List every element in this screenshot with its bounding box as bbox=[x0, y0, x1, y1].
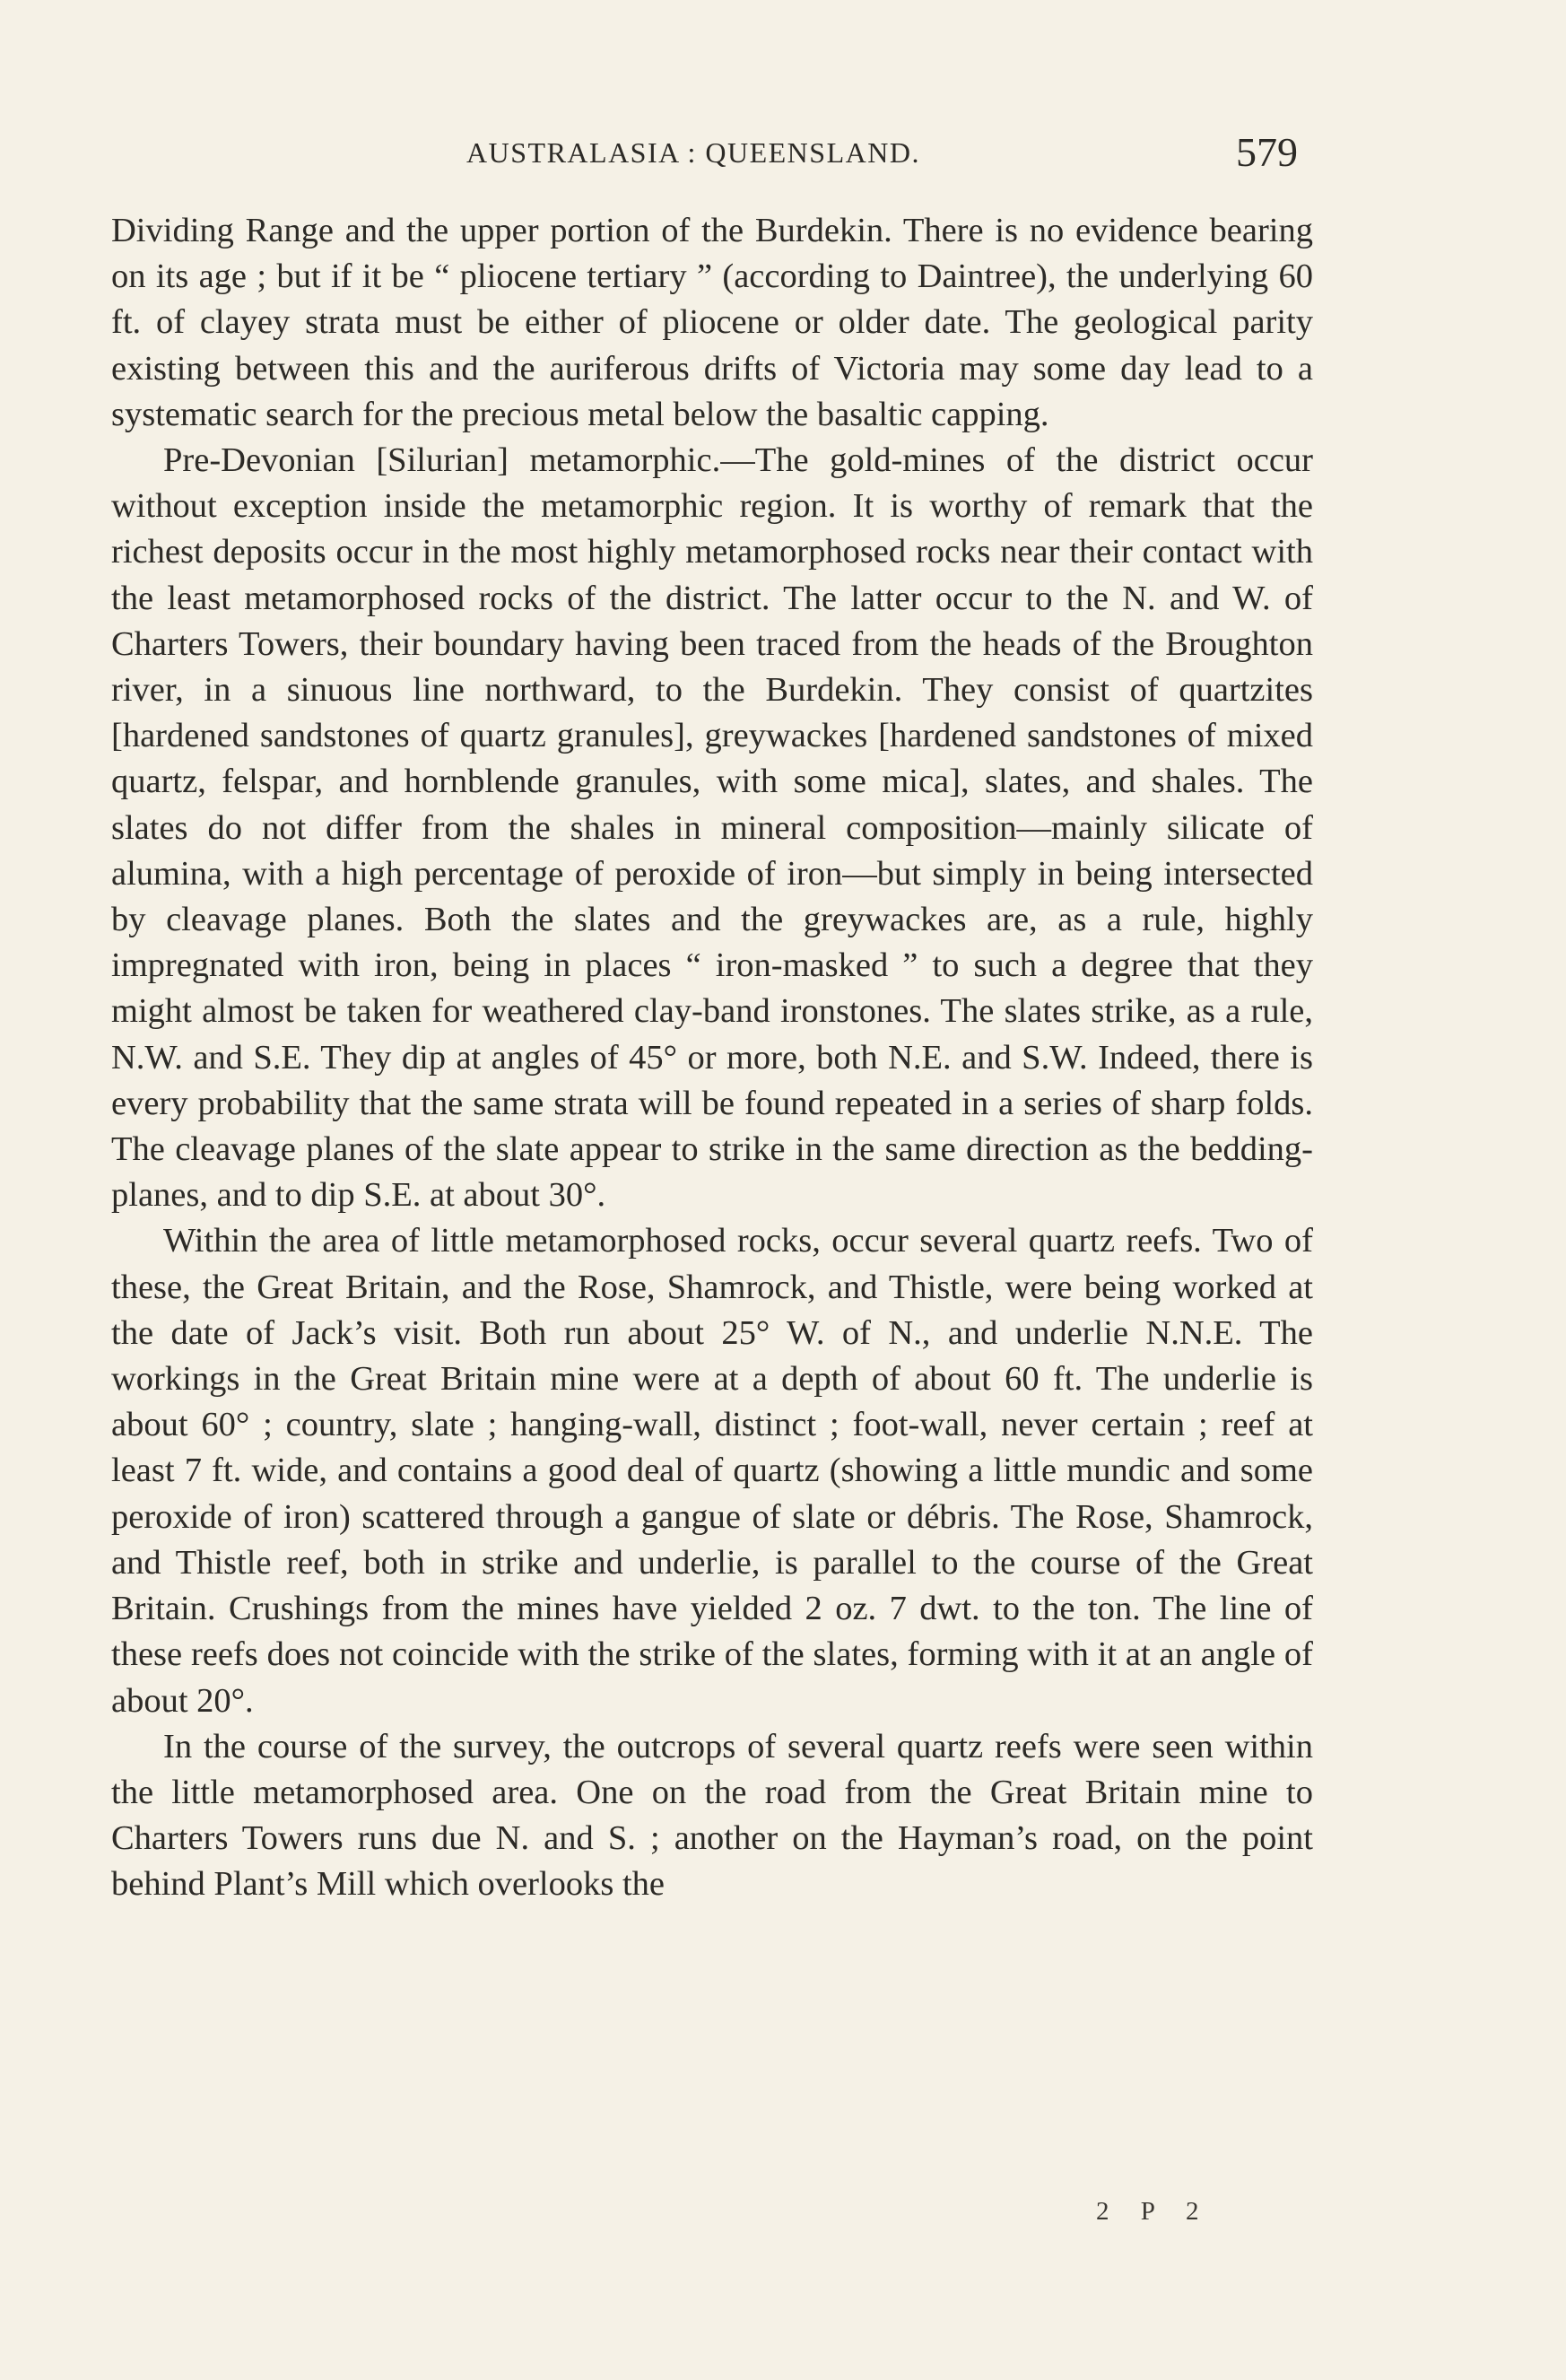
paragraph-pre-devonian: Pre-Devonian [Silurian] metamorphic.—The gold-mines of the district occur without exception inside the metamorphic region. It is worthy of remark that the richest deposits occur in the most highly metamorphosed rocks near their contact with the least metamorphosed rocks of the district. The latter occur to the N. and W. of Charters Towers, their boundary having been traced from the heads of the Broughton river, in a sinuous line northward, to the Burdekin. They consist of quartzites [hardened sandstones of quartz granules], greywackes [hardened sandstones of mixed quartz, felspar, and hornblende granules, with some mica], slates, and shales. The slates do not differ from the shales in mineral composition—mainly silicate of alumina, with a high percentage of peroxide of iron—but simply in being intersected by cleavage planes. Both the slates and the greywackes are, as a rule, highly impregnated with iron, being in places “ iron-masked ” to such a degree that they might almost be taken for weathered clay-band ironstones. The slates strike, as a rule, N.W. and S.E. They dip at angles of 45° or more, both N.E. and S.W. Indeed, there is every probability that the same strata will be found repeated in a series of sharp folds. The cleavage planes of the slate appear to strike in the same direction as the bedding-planes, and to dip S.E. at about 30°. bbox=[111, 441, 1313, 1215]
signature-mark: 2 P 2 bbox=[1096, 2197, 1212, 2226]
page-number: 579 bbox=[1236, 129, 1298, 175]
paragraph-quartz-reefs: Within the area of little metamorphosed rocks, occur several quartz reefs. Two of these, the Great Britain, and the Rose, Shamrock, and Thistle, were being worked at the date of Jack’s visit. Both run about 25° W. of N., and underlie N.N.E. The workings in the Great Britain mine were at a depth of about 60 ft. The underlie is about 60° ; country, slate ; hanging-wall, distinct ; foot-wall, never certain ; reef at least 7 ft. wide, and contains a good deal of quartz (showing a little mundic and some peroxide of iron) scattered through a gangue of slate or débris. The Rose, Shamrock, and Thistle reef, both in strike and underlie, is parallel to the course of the Great Britain. Crushings from the mines have yielded 2 oz. 7 dwt. to the ton. The line of these reefs does not coincide with the strike of the slates, forming with it at an angle of about 20°. bbox=[111, 1222, 1313, 1720]
paragraph-survey-outcrops: In the course of the survey, the outcrops of several quartz reefs were seen within the little metamorphosed area. One on the road from the Great Britain mine to Charters Towers runs due N. and S. ; another on the Hayman’s road, on the point behind Plant’s Mill which overlooks the bbox=[111, 1727, 1313, 1904]
paragraph-continued: Dividing Range and the upper portion of the Burdekin. There is no evidence bearing on its age ; but if it be “ pliocene tertiary ” (according to Daintree), the underlying 60 ft. of clayey strata must be either of pliocene or older date. The geological parity existing between this and the auriferous drifts of Victoria may some day lead to a systematic search for the precious metal below the basaltic capping. bbox=[111, 212, 1313, 433]
running-head bbox=[0, 130, 1566, 175]
running-title: AUSTRALASIA : QUEENSLAND. bbox=[466, 136, 920, 169]
body-text bbox=[111, 208, 1313, 1908]
